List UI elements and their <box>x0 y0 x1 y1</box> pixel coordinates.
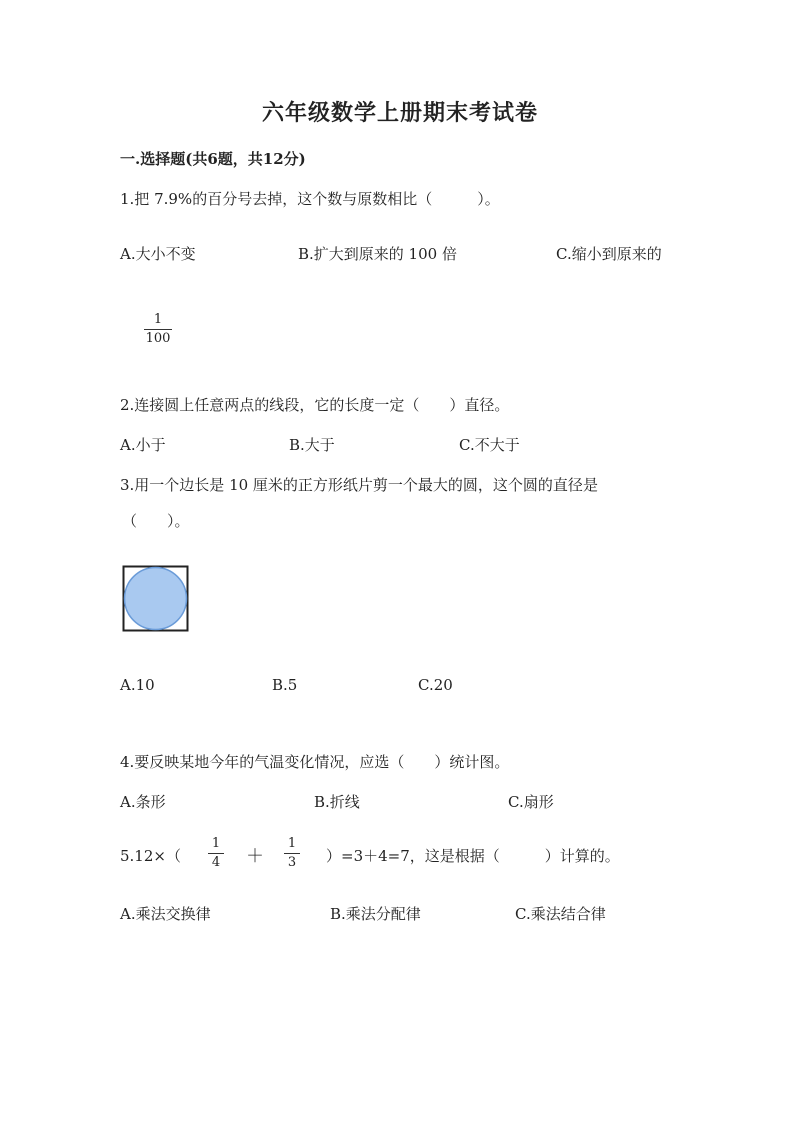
fraction-numerator: 1 <box>287 836 297 851</box>
question-5-option-a[interactable]: A.乘法交换律 <box>120 905 211 923</box>
question-5-text-start: 5.12×（ <box>120 847 181 865</box>
question-1-option-a[interactable]: A.大小不变 <box>120 245 196 263</box>
fraction-bar <box>284 853 300 854</box>
question-2-option-a[interactable]: A.小于 <box>120 436 166 454</box>
question-4-text: 4.要反映某地今年的气温变化情况，应选（ ）统计图。 <box>120 753 510 771</box>
fraction-numerator: 1 <box>153 312 163 327</box>
question-1-option-b[interactable]: B.扩大到原来的 100 倍 <box>298 245 457 263</box>
question-3-option-c[interactable]: C.20 <box>418 676 453 694</box>
question-5-option-c[interactable]: C.乘法结合律 <box>515 905 606 923</box>
question-2-option-c[interactable]: C.不大于 <box>459 436 520 454</box>
fraction-denominator: 100 <box>145 331 171 346</box>
section-heading: 一.选择题(共6题，共12分) <box>120 150 306 168</box>
question-4-option-b[interactable]: B.折线 <box>314 793 360 811</box>
question-3-option-a[interactable]: A.10 <box>120 676 155 694</box>
question-5-fraction-1 <box>208 836 224 871</box>
question-4-option-c[interactable]: C.扇形 <box>508 793 554 811</box>
fraction-bar <box>144 329 172 330</box>
question-3-option-b[interactable]: B.5 <box>272 676 298 694</box>
question-1-text: 1.把 7.9%的百分号去掉，这个数与原数相比（ ）。 <box>120 190 500 208</box>
circle-shape <box>125 568 187 630</box>
fraction-denominator: 3 <box>287 855 297 870</box>
page-title: 六年级数学上册期末考试卷 <box>261 100 538 126</box>
question-2-option-b[interactable]: B.大于 <box>289 436 335 454</box>
question-5-option-b[interactable]: B.乘法分配律 <box>330 905 421 923</box>
circle-in-square-figure <box>122 565 190 633</box>
fraction-numerator: 1 <box>211 836 221 851</box>
question-4-option-a[interactable]: A.条形 <box>120 793 166 811</box>
question-2-text: 2.连接圆上任意两点的线段，它的长度一定（ ）直径。 <box>120 396 510 414</box>
question-5-fraction-2 <box>284 836 300 871</box>
question-5-text-end: ）=3＋4=7，这是根据（ ）计算的。 <box>326 847 620 865</box>
question-3-text-continued: （ ）。 <box>122 512 190 530</box>
plus-sign: ＋ <box>246 846 264 867</box>
question-1-option-c[interactable]: C.缩小到原来的 <box>556 245 662 263</box>
question-3-text: 3.用一个边长是 10 厘米的正方形纸片剪一个最大的圆，这个圆的直径是 <box>120 476 598 494</box>
fraction-bar <box>208 853 224 854</box>
fraction-denominator: 4 <box>211 855 221 870</box>
question-1-fraction <box>144 312 172 347</box>
